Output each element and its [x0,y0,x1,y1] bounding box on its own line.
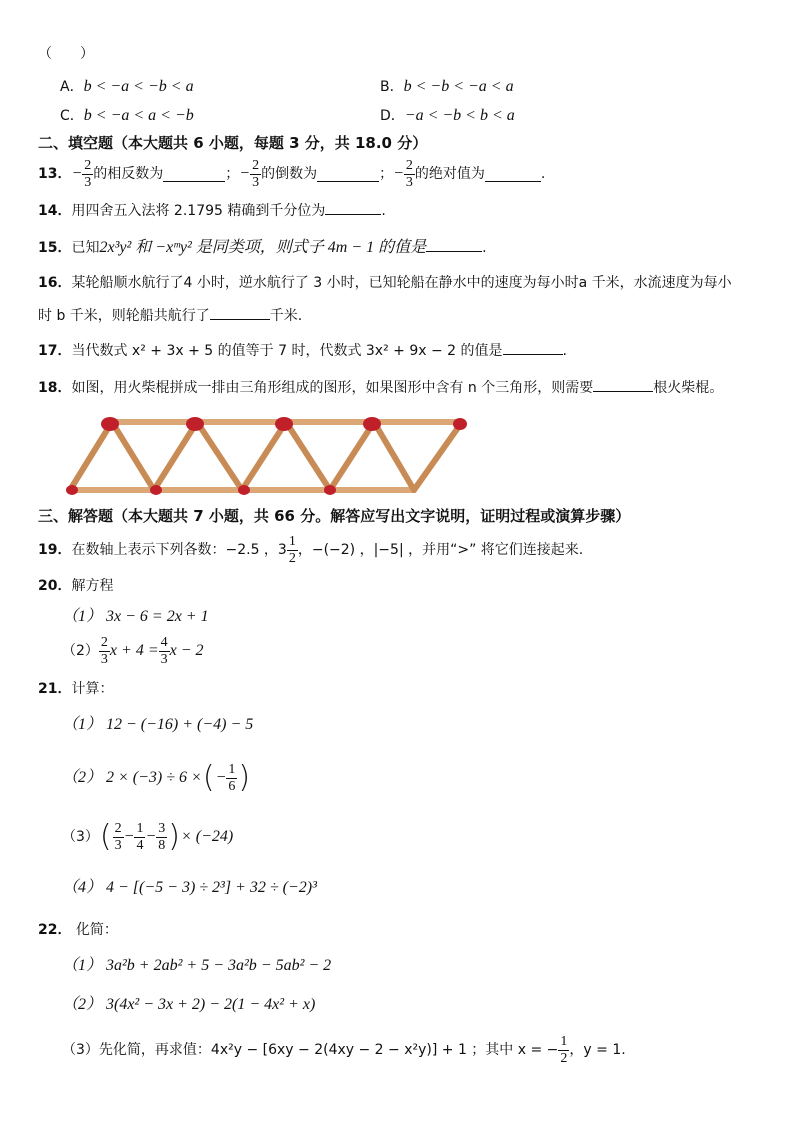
q12-option-d: D．−a < −b < b < a [380,107,515,124]
question-22-part3: （3）先化简，再求值：4x²y − [6xy − 2(4xy − 2 − x²y)] + 1 ；其中 x = − $\frac{1}{2}$ ，y = 1. [62,1033,626,1066]
q12-option-c: C．b < −a < a < −b [60,107,194,124]
question-20-title: 20．解方程 [38,578,114,594]
answer-blank [317,167,379,182]
question-17: 17．当代数式 x² + 3x + 5 的值等于 7 时，代数式 3x² + 9x − 2 的值是 . [38,340,567,361]
question-18: 18．如图，用火柴棍拼成一排由三角形组成的图形，如果图形中含有 n 个三角形，则需要 根火柴棍。 [38,377,723,398]
question-20-part1: （1） 3x − 6 = 2x + 1 [62,608,209,625]
question-15: 15．已知2x³y² 和 −xᵐy² 是同类项，则式子 4m − 1 的值是 . [38,239,487,256]
question-16-line2: 时 b 千米，则轮船共航行了 千米. [38,305,302,326]
answer-blank [210,305,270,320]
q12-stem-tail: （ ） [38,46,94,62]
question-21-part1: （1） 12 − (−16) + (−4) − 5 [62,716,254,733]
q12-option-a: A．b < −a < −b < a [60,78,194,95]
q12-option-b: B．b < −b < −a < a [380,78,514,95]
question-22-part2: （2） 3(4x² − 3x + 2) − 2(1 − 4x² + x) [62,996,316,1013]
question-16-line1: 16．某轮船顺水航行了4 小时，逆水航行了 3 小时，已知轮船在静水中的速度为每小时a 千米，水流速度为每小 [38,275,732,291]
question-21-part4: （4） 4 − [(−5 − 3) ÷ 2³] + 32 ÷ (−2)³ [62,879,317,896]
matchstick-triangles-figure [62,408,474,504]
answer-blank [163,167,225,182]
answer-blank [426,237,482,252]
question-21-part3: （3） ( $\frac{2}{3}$ − $\frac{1}{4}$ − $\frac{3}{8}$ ) × (−24) [62,819,234,854]
answer-blank [593,377,653,392]
question-21-title: 21．计算： [38,681,114,697]
section-3-heading: 三、解答题（本大题共 7 小题，共 66 分。解答应写出文字说明，证明过程或演算步骤） [38,507,631,525]
question-21-part2: （2） 2 × (−3) ÷ 6 × ( − $\frac{1}{6}$ ) [62,760,251,795]
question-22-title: 22． 化简： [38,922,118,938]
section-2-heading: 二、填空题（本大题共 6 小题，每题 3 分，共 18.0 分） [38,134,428,152]
answer-blank [485,167,541,182]
question-13: 13． − $\frac{2}{3}$ 的相反数为 ； − $\frac{2}{3}$ 的倒数为 ； − $\frac{2}{3}$ 的绝对值为 . [38,157,546,190]
answer-blank [503,340,563,355]
question-22-part1: （1） 3a²b + 2ab² + 5 − 3a²b − 5ab² − 2 [62,957,332,974]
question-19: 19． 在数轴上表示下列各数：−2.5 ，3 $\frac{1}{2}$ ，−(−2) ，|−5| ，并用“>” 将它们连接起来. [38,533,584,566]
question-14: 14．用四舍五入法将 2.1795 精确到千分位为 . [38,200,386,221]
question-20-part2: （2） $\frac{2}{3}$ x + 4 = $\frac{4}{3}$ x − 2 [62,634,204,667]
answer-blank [325,200,381,215]
